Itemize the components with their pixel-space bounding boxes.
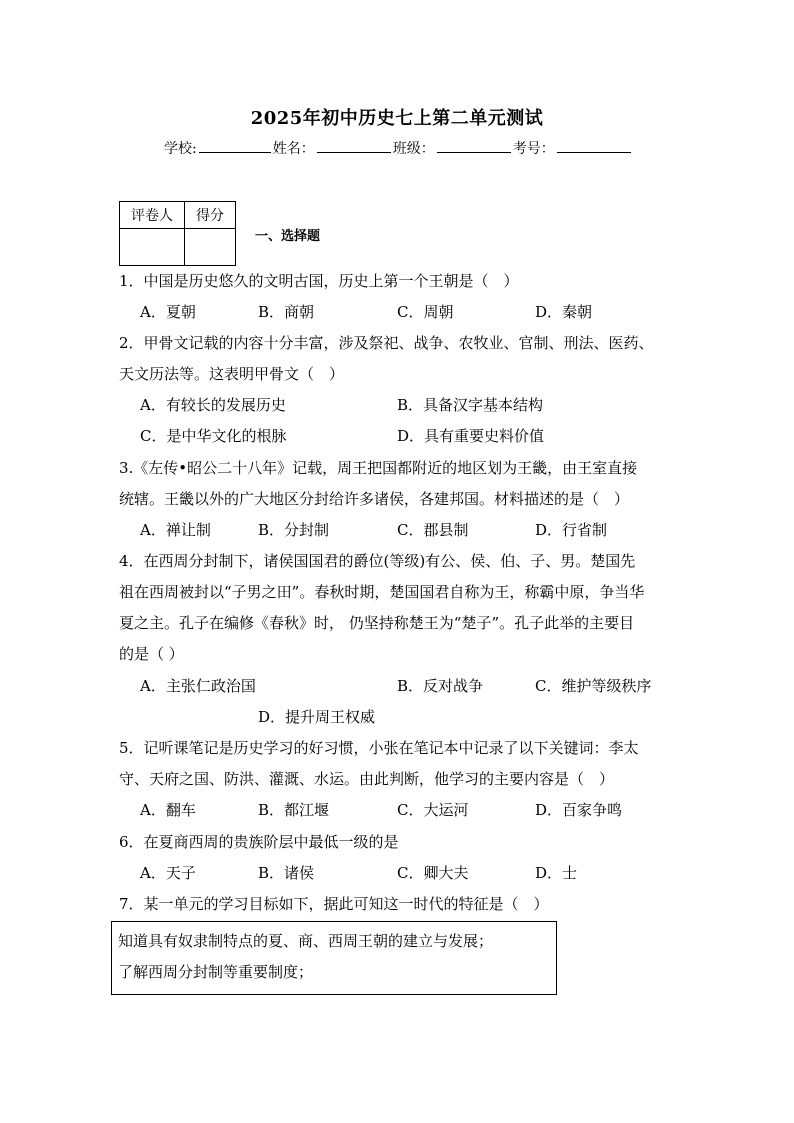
question-line: 6．在夏商西周的贵族阶层中最低一级的是 bbox=[119, 833, 399, 851]
option-b[interactable]: B．诸侯 bbox=[258, 864, 315, 882]
question-2 bbox=[119, 328, 689, 390]
option-b[interactable]: B．都江堰 bbox=[258, 801, 330, 819]
question-line: 7．某一单元的学习目标如下，据此可知这一时代的特征是（ ） bbox=[119, 895, 549, 913]
question-6-options bbox=[140, 858, 700, 889]
score-table bbox=[119, 201, 236, 266]
option-b[interactable]: B．分封制 bbox=[258, 521, 330, 539]
option-b[interactable]: B．具备汉字基本结构 bbox=[397, 396, 544, 414]
option-c[interactable]: C．郡县制 bbox=[397, 521, 469, 539]
option-d[interactable]: D．提升周王权威 bbox=[258, 708, 376, 726]
score-cell[interactable] bbox=[185, 229, 236, 266]
option-c[interactable]: C．卿大夫 bbox=[397, 864, 469, 882]
score-header: 得分 bbox=[185, 202, 236, 229]
question-2-options-row-1 bbox=[140, 390, 700, 421]
option-d[interactable]: D．具有重要史料价值 bbox=[397, 427, 545, 445]
exam-no-blank[interactable] bbox=[557, 138, 631, 153]
question-line: 统辖。王畿以外的广大地区分封给许多诸侯，各建邦国。材料描述的是（ ） bbox=[119, 490, 630, 508]
exam-no-label: 考号： bbox=[512, 141, 555, 157]
option-b[interactable]: B．商朝 bbox=[258, 303, 315, 321]
option-a[interactable]: A．主张仁政治国 bbox=[140, 677, 256, 695]
option-a[interactable]: A．天子 bbox=[140, 864, 196, 882]
option-a[interactable]: A．禅让制 bbox=[140, 521, 211, 539]
section-title: 一、选择题 bbox=[255, 229, 321, 244]
option-c[interactable]: C．周朝 bbox=[397, 303, 454, 321]
question-2-options-row-2 bbox=[140, 421, 700, 452]
name-label: 姓名： bbox=[272, 141, 315, 157]
option-a[interactable]: A．夏朝 bbox=[140, 303, 196, 321]
question-line: 3.《左传•昭公二十八年》记载，周王把国都附近的地区划为王畿，由王室直接 bbox=[119, 459, 638, 477]
option-d[interactable]: D．百家争鸣 bbox=[535, 801, 623, 819]
question-line: 的是（ ） bbox=[119, 645, 184, 663]
option-d[interactable]: D．行省制 bbox=[535, 521, 608, 539]
option-a[interactable]: A．翻车 bbox=[140, 801, 196, 819]
option-c[interactable]: C．维护等级秩序 bbox=[535, 677, 652, 695]
option-d[interactable]: D．秦朝 bbox=[535, 303, 593, 321]
option-b[interactable]: B．反对战争 bbox=[397, 677, 484, 695]
page-title: 2025年初中历史七上第二单元测试 bbox=[250, 108, 544, 129]
school-blank[interactable] bbox=[199, 138, 271, 153]
question-line: 祖在西周被封以“子男之田”。春秋时期，楚国国君自称为王，称霸中原，争当华 bbox=[119, 583, 645, 601]
question-3-options bbox=[140, 515, 700, 546]
class-blank[interactable] bbox=[437, 138, 511, 153]
question-4-options-row-2 bbox=[140, 702, 700, 733]
question-line: 守、天府之国、防洪、灌溉、水运。由此判断，他学习的主要内容是（ ） bbox=[119, 770, 615, 788]
box-line: 了解西周分封制等重要制度； bbox=[118, 963, 314, 981]
class-label: 班级： bbox=[392, 141, 435, 157]
question-line: 2．甲骨文记载的内容十分丰富，涉及祭祀、战争、农牧业、官制、刑法、医药、 bbox=[119, 334, 654, 352]
option-a[interactable]: A．有较长的发展历史 bbox=[140, 396, 286, 414]
grader-header: 评卷人 bbox=[120, 202, 185, 229]
question-line: 天文历法等。这表明甲骨文（ ） bbox=[119, 365, 345, 383]
question-5-options bbox=[140, 795, 700, 826]
box-line: 知道具有奴隶制特点的夏、商、西周王朝的建立与发展； bbox=[118, 932, 494, 950]
question-line: 5．记听课笔记是历史学习的好习惯，小张在笔记本中记录了以下关键词：李太 bbox=[119, 739, 639, 757]
question-1 bbox=[119, 266, 689, 297]
question-3 bbox=[119, 453, 689, 515]
option-d[interactable]: D．士 bbox=[535, 864, 578, 882]
question-6 bbox=[119, 827, 689, 858]
question-4-options-row-1 bbox=[140, 671, 700, 702]
question-5 bbox=[119, 733, 689, 795]
option-c[interactable]: C．大运河 bbox=[397, 801, 469, 819]
school-label: 学校: bbox=[164, 141, 197, 157]
grader-cell[interactable] bbox=[120, 229, 185, 266]
question-line: 1．中国是历史悠久的文明古国，历史上第一个王朝是（ ） bbox=[119, 272, 519, 290]
question-1-options bbox=[140, 297, 700, 328]
question-line: 夏之主。孔子在编修《春秋》时， 仍坚持称楚王为“楚子”。孔子此举的主要目 bbox=[119, 614, 635, 632]
question-line: 4．在西周分封制下，诸侯国国君的爵位(等级)有公、侯、伯、子、男。楚国先 bbox=[119, 552, 636, 570]
question-4 bbox=[119, 546, 689, 670]
question-7 bbox=[119, 889, 689, 920]
learning-objectives-box bbox=[111, 921, 557, 995]
option-c[interactable]: C．是中华文化的根脉 bbox=[140, 427, 287, 445]
name-blank[interactable] bbox=[317, 138, 391, 153]
student-info-line bbox=[164, 138, 633, 158]
